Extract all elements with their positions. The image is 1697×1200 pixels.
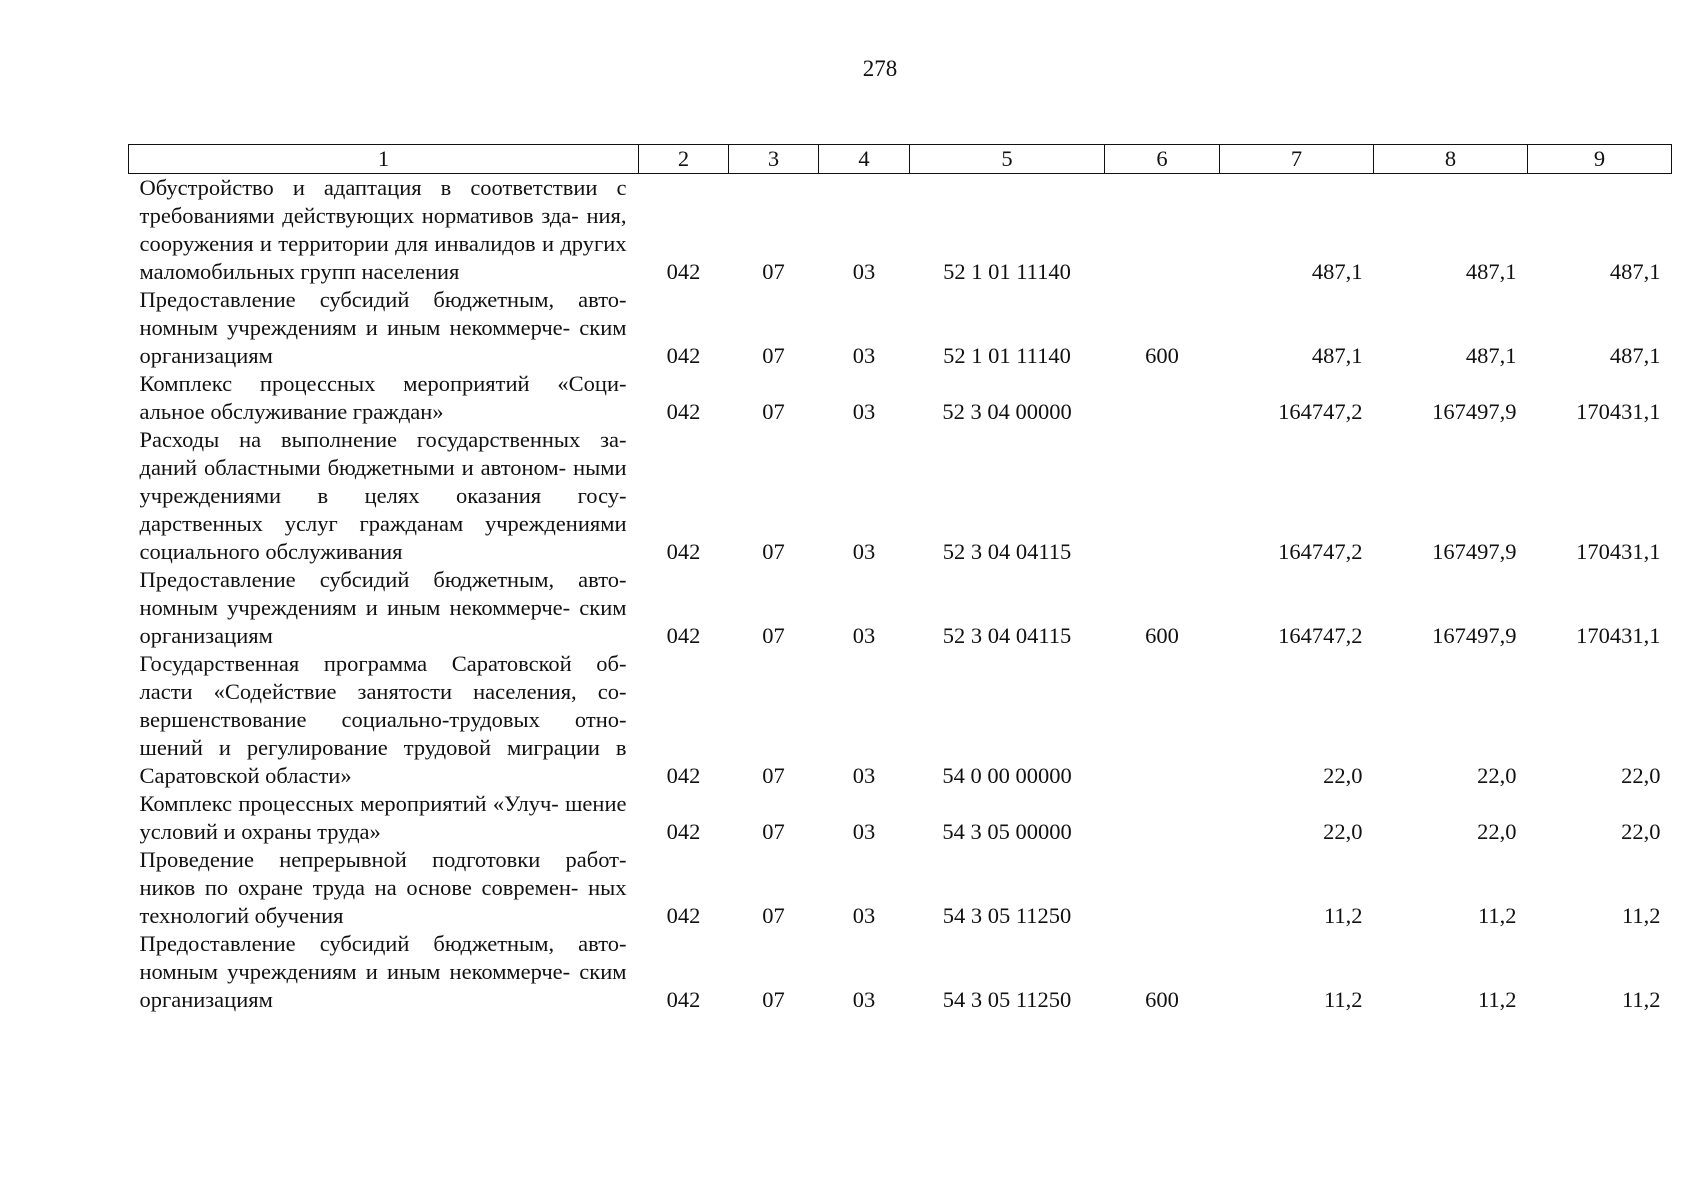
description-line: Обустройство и адаптация в соответствии с <box>139 175 627 200</box>
ministry-code: 042 <box>666 903 701 928</box>
amount-col7: 164747,2 <box>1278 399 1363 424</box>
table-row <box>129 370 1672 426</box>
row-description <box>129 370 639 426</box>
target-article-code: 54 3 05 00000 <box>942 819 1072 844</box>
amount-col8: 167497,9 <box>1432 539 1517 564</box>
row-description <box>129 846 639 930</box>
column-header: 9 <box>1528 145 1672 174</box>
amount-col7: 164747,2 <box>1278 539 1363 564</box>
section-code: 07 <box>762 539 785 564</box>
column-header: 4 <box>819 145 910 174</box>
amount-col7: 487,1 <box>1311 343 1363 368</box>
description-line: ским организациям <box>139 959 627 1012</box>
description-line: Саратовской области» <box>139 763 352 788</box>
amount-col9: 487,1 <box>1609 343 1661 368</box>
table-header <box>129 145 1672 174</box>
amount-col7: 22,0 <box>1323 763 1363 788</box>
description-line: дарственных услуг гражданам учреждениями <box>139 511 627 536</box>
target-article-code: 52 1 01 11140 <box>943 259 1071 284</box>
amount-col8: 487,1 <box>1465 343 1517 368</box>
description-line: ским организациям <box>139 315 627 368</box>
description-line: Комплекс процессных мероприятий «Улуч- <box>139 791 559 816</box>
description-line: ния, сооружения и территории для инвалидов <box>139 203 627 256</box>
budget-table <box>128 144 1672 1014</box>
ministry-code: 042 <box>666 623 701 648</box>
expense-type-code <box>1105 650 1220 790</box>
table-body <box>129 174 1672 1015</box>
target-article-code: 52 3 04 04115 <box>942 539 1072 564</box>
table-row <box>129 426 1672 566</box>
description-line: вершенствование социально-трудовых отно- <box>139 707 627 732</box>
description-line: Государственная программа Саратовской об- <box>139 651 627 676</box>
row-description <box>129 930 639 1014</box>
description-line: номным учреждениям и иным некоммерче- <box>139 959 571 984</box>
amount-col9: 11,2 <box>1621 987 1661 1012</box>
subsection-code: 03 <box>852 987 876 1012</box>
expense-type-code <box>1105 370 1220 426</box>
description-line: шение условий и охраны труда» <box>139 791 627 844</box>
column-header: 7 <box>1220 145 1374 174</box>
description-line: Предоставление субсидий бюджетным, авто- <box>139 287 627 312</box>
description-line: Комплекс процессных мероприятий «Соци- <box>139 371 627 396</box>
amount-col9: 11,2 <box>1621 903 1661 928</box>
column-header: 1 <box>129 145 639 174</box>
description-line: Предоставление субсидий бюджетным, авто- <box>139 567 627 592</box>
expense-type-code <box>1105 790 1220 846</box>
row-description <box>129 790 639 846</box>
subsection-code: 03 <box>852 903 876 928</box>
description-line: Расходы на выполнение государственных за- <box>139 427 627 452</box>
subsection-code: 03 <box>852 819 876 844</box>
ministry-code: 042 <box>666 763 701 788</box>
row-description <box>129 286 639 370</box>
table-row <box>129 174 1672 287</box>
amount-col8: 487,1 <box>1465 259 1517 284</box>
section-code: 07 <box>762 987 785 1012</box>
table-row <box>129 286 1672 370</box>
table-row <box>129 846 1672 930</box>
amount-col8: 167497,9 <box>1432 399 1517 424</box>
ministry-code: 042 <box>666 399 701 424</box>
target-article-code: 54 0 00 00000 <box>942 763 1072 788</box>
amount-col8: 22,0 <box>1477 763 1517 788</box>
header-row <box>129 145 1672 174</box>
column-header: 2 <box>639 145 729 174</box>
subsection-code: 03 <box>852 623 876 648</box>
amount-col9: 487,1 <box>1609 259 1661 284</box>
description-line: номным учреждениям и иным некоммерче- <box>139 595 571 620</box>
section-code: 07 <box>762 343 785 368</box>
expense-type-code: 600 <box>1145 987 1179 1012</box>
ministry-code: 042 <box>666 259 701 284</box>
column-header: 6 <box>1105 145 1220 174</box>
row-description <box>129 650 639 790</box>
section-code: 07 <box>762 399 785 424</box>
description-line: Предоставление субсидий бюджетным, авто- <box>139 931 627 956</box>
description-line: ласти «Содействие занятости населения, со- <box>139 679 627 704</box>
description-line: Проведение непрерывной подготовки работ- <box>139 847 627 872</box>
ministry-code: 042 <box>666 819 701 844</box>
section-code: 07 <box>762 903 785 928</box>
amount-col7: 11,2 <box>1323 903 1363 928</box>
description-line: даний областными бюджетными и автоном- <box>139 455 567 480</box>
table-row <box>129 566 1672 650</box>
description-line: альное обслуживание граждан» <box>139 399 444 424</box>
amount-col9: 170431,1 <box>1576 399 1661 424</box>
table-row <box>129 790 1672 846</box>
amount-col7: 11,2 <box>1323 987 1363 1012</box>
description-line: и других маломобильных групп населения <box>139 231 627 284</box>
subsection-code: 03 <box>852 539 876 564</box>
subsection-code: 03 <box>852 763 876 788</box>
expense-type-code <box>1105 174 1220 287</box>
section-code: 07 <box>762 259 785 284</box>
column-header: 3 <box>729 145 819 174</box>
section-code: 07 <box>762 623 785 648</box>
subsection-code: 03 <box>852 259 876 284</box>
description-line: номным учреждениям и иным некоммерче- <box>139 315 571 340</box>
amount-col8: 11,2 <box>1477 987 1517 1012</box>
amount-col8: 11,2 <box>1477 903 1517 928</box>
ministry-code: 042 <box>666 987 701 1012</box>
amount-col9: 22,0 <box>1621 819 1661 844</box>
amount-col9: 170431,1 <box>1576 539 1661 564</box>
description-line: социального обслуживания <box>139 539 403 564</box>
section-code: 07 <box>762 819 785 844</box>
description-line: шений и регулирование трудовой миграции в <box>139 735 627 760</box>
column-header: 5 <box>910 145 1105 174</box>
section-code: 07 <box>762 763 785 788</box>
column-header: 8 <box>1374 145 1528 174</box>
description-line: ными учреждениями в целях оказания госу- <box>139 455 627 508</box>
target-article-code: 52 3 04 04115 <box>942 623 1072 648</box>
target-article-code: 52 3 04 00000 <box>942 399 1072 424</box>
ministry-code: 042 <box>666 343 701 368</box>
ministry-code: 042 <box>666 539 701 564</box>
amount-col8: 22,0 <box>1477 819 1517 844</box>
description-line: требованиями действующих нормативов зда- <box>139 203 579 228</box>
page-number: 278 <box>862 56 898 81</box>
description-line: ников по охране труда на основе современ- <box>139 875 579 900</box>
description-line: ных технологий обучения <box>139 875 627 928</box>
target-article-code: 52 1 01 11140 <box>943 343 1071 368</box>
expense-type-code <box>1105 426 1220 566</box>
table-row <box>129 650 1672 790</box>
amount-col7: 487,1 <box>1311 259 1363 284</box>
amount-col8: 167497,9 <box>1432 623 1517 648</box>
amount-col7: 164747,2 <box>1278 623 1363 648</box>
description-line: ским организациям <box>139 595 627 648</box>
target-article-code: 54 3 05 11250 <box>942 903 1072 928</box>
target-article-code: 54 3 05 11250 <box>942 987 1072 1012</box>
subsection-code: 03 <box>852 343 876 368</box>
table-row <box>129 930 1672 1014</box>
row-description <box>129 174 639 287</box>
amount-col9: 22,0 <box>1621 763 1661 788</box>
expense-type-code: 600 <box>1145 343 1179 368</box>
subsection-code: 03 <box>852 399 876 424</box>
expense-type-code <box>1105 846 1220 930</box>
amount-col9: 170431,1 <box>1576 623 1661 648</box>
row-description <box>129 426 639 566</box>
amount-col7: 22,0 <box>1323 819 1363 844</box>
expense-type-code: 600 <box>1145 623 1179 648</box>
row-description <box>129 566 639 650</box>
